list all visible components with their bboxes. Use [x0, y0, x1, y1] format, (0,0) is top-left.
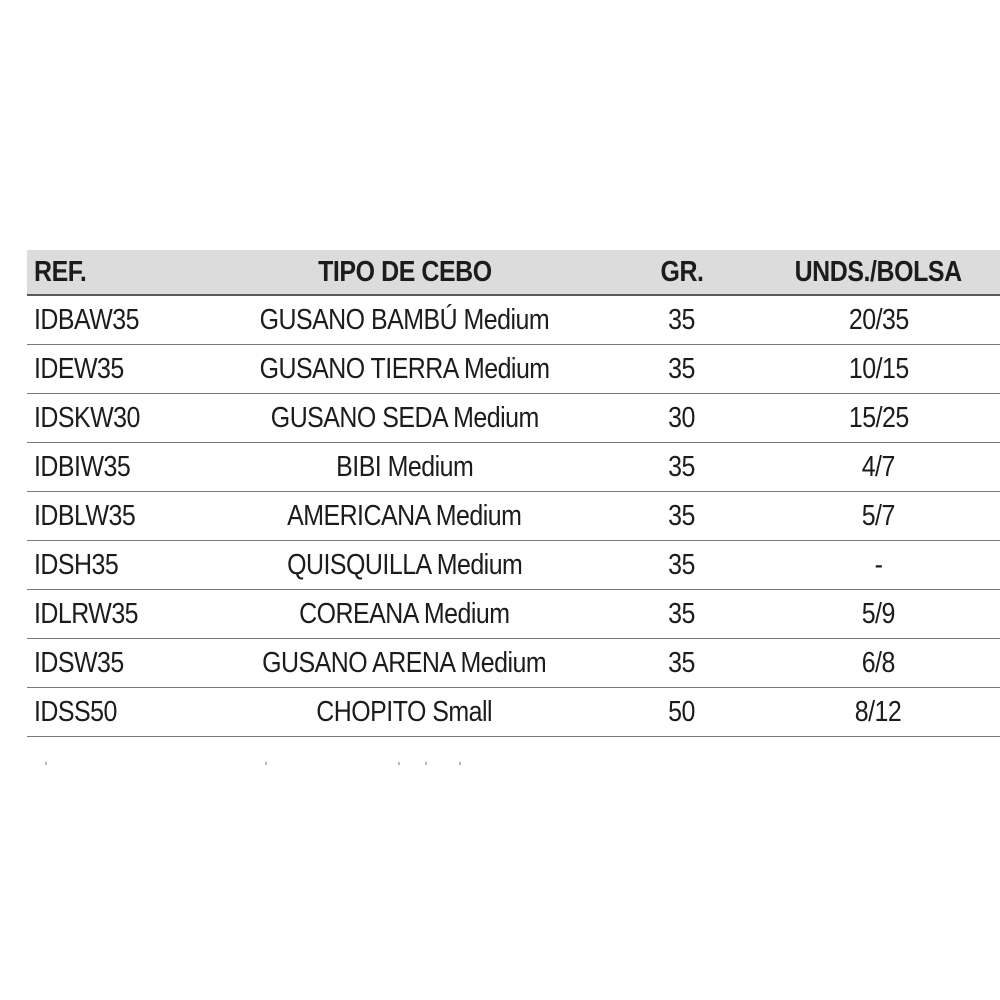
- cell-gr: 35: [668, 548, 696, 581]
- table-row: [27, 492, 1000, 541]
- cell-tipo: AMERICANA Medium: [287, 499, 522, 532]
- cell-ref: IDSKW30: [34, 401, 140, 434]
- header-unds: UNDS./BOLSA: [794, 255, 963, 288]
- faint-mark: [425, 762, 427, 765]
- faint-mark: [398, 762, 400, 765]
- cell-tipo: GUSANO SEDA Medium: [270, 401, 539, 434]
- table-row: [27, 296, 1000, 345]
- cell-unds: 4/7: [861, 450, 896, 483]
- table-row: [27, 639, 1000, 688]
- faint-mark: [459, 762, 461, 765]
- cell-gr: 50: [668, 695, 696, 728]
- cell-gr: 35: [668, 450, 696, 483]
- cell-ref: IDLRW35: [34, 597, 139, 630]
- cell-tipo: GUSANO BAMBÚ Medium: [259, 303, 550, 336]
- table-row: [27, 688, 1000, 737]
- cell-unds: 5/7: [861, 499, 896, 532]
- cell-tipo: BIBI Medium: [335, 450, 474, 483]
- cell-unds: 20/35: [848, 303, 909, 336]
- faint-mark: [45, 762, 47, 765]
- cell-unds: 6/8: [861, 646, 896, 679]
- header-gr: GR.: [660, 255, 704, 288]
- cell-ref: IDBIW35: [34, 450, 131, 483]
- cell-gr: 35: [668, 499, 696, 532]
- cell-tipo: GUSANO TIERRA Medium: [259, 352, 550, 385]
- table-row: [27, 590, 1000, 639]
- cell-ref: IDBLW35: [34, 499, 136, 532]
- cell-ref: IDSW35: [34, 646, 124, 679]
- bait-table: [27, 250, 1000, 737]
- table-row: [27, 541, 1000, 590]
- cell-unds: 5/9: [861, 597, 896, 630]
- cell-unds: 10/15: [848, 352, 909, 385]
- cell-gr: 35: [668, 352, 696, 385]
- cell-unds: -: [874, 548, 883, 581]
- header-tipo: TIPO DE CEBO: [317, 255, 492, 288]
- table-row: [27, 345, 1000, 394]
- table-header: [27, 250, 1000, 296]
- cell-gr: 30: [668, 401, 696, 434]
- table-row: [27, 443, 1000, 492]
- cell-tipo: QUISQUILLA Medium: [286, 548, 523, 581]
- cell-gr: 35: [668, 303, 696, 336]
- cell-tipo: CHOPITO Small: [316, 695, 493, 728]
- table-body: [27, 296, 1000, 737]
- cell-unds: 15/25: [848, 401, 909, 434]
- cell-tipo: COREANA Medium: [299, 597, 510, 630]
- cell-ref: IDSS50: [34, 695, 117, 728]
- cell-gr: 35: [668, 597, 696, 630]
- cell-ref: IDSH35: [34, 548, 119, 581]
- cell-ref: IDBAW35: [34, 303, 139, 336]
- cell-unds: 8/12: [855, 695, 902, 728]
- cell-ref: IDEW35: [34, 352, 124, 385]
- cell-gr: 35: [668, 646, 696, 679]
- cell-tipo: GUSANO ARENA Medium: [262, 646, 547, 679]
- faint-divider-marks: [27, 760, 1000, 768]
- table-row: [27, 394, 1000, 443]
- faint-mark: [265, 762, 267, 765]
- header-ref: REF.: [34, 255, 87, 288]
